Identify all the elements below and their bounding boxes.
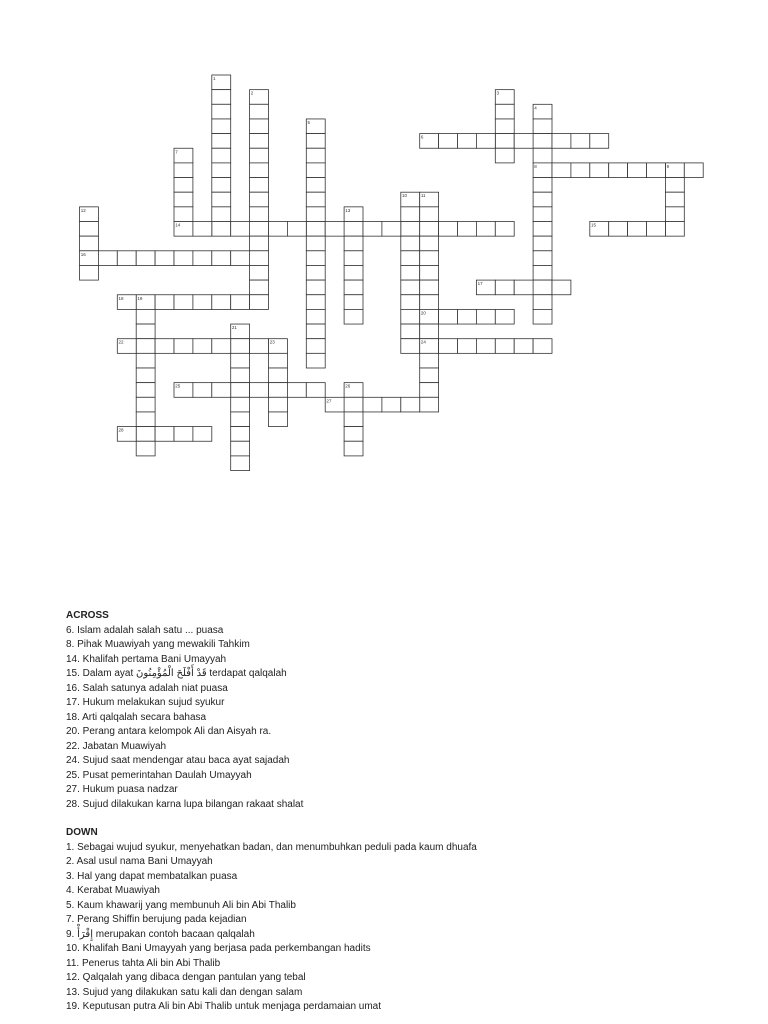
grid-cell[interactable]	[212, 119, 231, 134]
grid-cell[interactable]	[306, 207, 325, 222]
down-clue: 3. Hal yang dapat membatalkan puasa	[66, 870, 238, 882]
grid-cell[interactable]	[401, 309, 420, 324]
grid-cell[interactable]	[458, 339, 477, 354]
grid-cell[interactable]	[269, 397, 288, 412]
grid-cell[interactable]	[306, 324, 325, 339]
grid-cell[interactable]	[533, 265, 552, 280]
clue-number: 4	[534, 105, 537, 111]
grid-cell[interactable]	[231, 222, 250, 237]
grid-cell[interactable]	[306, 163, 325, 178]
grid-cell[interactable]	[193, 427, 212, 442]
grid-cell[interactable]	[231, 397, 250, 412]
grid-cell[interactable]	[80, 265, 99, 280]
grid-cell[interactable]	[250, 222, 269, 237]
grid-cell[interactable]	[212, 207, 231, 222]
clue-number: 17	[477, 281, 483, 287]
grid-cell[interactable]	[306, 134, 325, 149]
grid-cell[interactable]	[174, 251, 193, 266]
across-clue: 20. Perang antara kelompok Ali dan Aisyah ra.	[66, 726, 272, 737]
grid-cell[interactable]	[250, 192, 269, 207]
grid-cell[interactable]	[174, 163, 193, 178]
grid-cell[interactable]	[590, 163, 609, 178]
grid-cell[interactable]	[420, 222, 439, 237]
down-clue: 10. Khalifah Bani Umayyah yang berjasa pada perkembangan hadits	[66, 943, 371, 954]
grid-cell[interactable]	[250, 163, 269, 178]
grid-cell[interactable]	[628, 222, 647, 237]
grid-cell[interactable]	[382, 397, 401, 412]
grid-cell[interactable]	[98, 251, 117, 266]
grid-cell[interactable]	[269, 383, 288, 398]
grid-cell[interactable]	[514, 339, 533, 354]
grid-cell[interactable]	[495, 134, 514, 149]
grid-cell[interactable]	[136, 368, 155, 383]
grid-cell[interactable]	[401, 397, 420, 412]
grid-cell[interactable]	[212, 295, 231, 310]
grid-cell[interactable]	[344, 412, 363, 427]
grid-cell[interactable]	[344, 222, 363, 237]
across-clue: 24. Sujud saat mendengar atau baca ayat sajadah	[66, 755, 290, 766]
grid-cell[interactable]	[306, 236, 325, 251]
grid-cell[interactable]	[325, 222, 344, 237]
grid-cell[interactable]	[212, 90, 231, 105]
grid-cell[interactable]	[420, 236, 439, 251]
grid-cell[interactable]	[344, 295, 363, 310]
grid-cell[interactable]	[231, 427, 250, 442]
grid-cell[interactable]	[212, 134, 231, 149]
clue-number: 5	[307, 119, 311, 125]
clue-number: 26	[345, 383, 351, 389]
grid-cell[interactable]	[533, 192, 552, 207]
grid-cell[interactable]	[439, 309, 458, 324]
grid-cell[interactable]	[458, 134, 477, 149]
clue-number: 25	[175, 383, 181, 389]
grid-cell[interactable]	[269, 412, 288, 427]
clue-number: 8	[534, 163, 537, 169]
grid-cell[interactable]	[628, 163, 647, 178]
grid-cell[interactable]	[533, 251, 552, 266]
grid-cell[interactable]	[439, 222, 458, 237]
grid-cell[interactable]	[212, 192, 231, 207]
grid-cell[interactable]	[306, 251, 325, 266]
clue-number: 15	[591, 222, 597, 228]
grid-cell[interactable]	[533, 134, 552, 149]
grid-cell[interactable]	[533, 178, 552, 193]
grid-cell[interactable]	[155, 339, 174, 354]
grid-cell[interactable]	[136, 324, 155, 339]
grid-cell[interactable]	[647, 222, 666, 237]
grid-cell[interactable]	[174, 339, 193, 354]
grid-cell[interactable]	[250, 207, 269, 222]
across-clue: 27. Hukum puasa nadzar	[66, 784, 178, 795]
grid-cell[interactable]	[420, 251, 439, 266]
across-clue: 28. Sujud dilakukan karna lupa bilangan rakaat shalat	[66, 798, 304, 810]
grid-cell[interactable]	[590, 134, 609, 149]
grid-cell[interactable]	[250, 265, 269, 280]
grid-cell[interactable]	[250, 134, 269, 149]
grid-cell[interactable]	[212, 104, 231, 119]
clue-number: 28	[118, 427, 124, 433]
grid-cell[interactable]	[136, 441, 155, 456]
grid-cell[interactable]	[231, 383, 250, 398]
grid-cell[interactable]	[231, 412, 250, 427]
grid-cell[interactable]	[363, 222, 382, 237]
grid-cell[interactable]	[269, 222, 288, 237]
grid-cell[interactable]	[212, 163, 231, 178]
across-clue: 16. Salah satunya adalah niat puasa	[66, 682, 228, 694]
grid-cell[interactable]	[363, 397, 382, 412]
clue-number: 1	[213, 76, 216, 81]
grid-cell[interactable]	[269, 353, 288, 368]
grid-cell[interactable]	[609, 163, 628, 178]
grid-cell[interactable]	[344, 427, 363, 442]
grid-cell[interactable]	[495, 222, 514, 237]
grid-cell[interactable]	[533, 309, 552, 324]
grid-cell[interactable]	[533, 207, 552, 222]
grid-cell[interactable]	[250, 280, 269, 295]
grid-cell[interactable]	[476, 339, 495, 354]
grid-cell[interactable]	[80, 236, 99, 251]
grid-cell[interactable]	[306, 192, 325, 207]
grid-cell[interactable]	[495, 309, 514, 324]
grid-cell[interactable]	[174, 192, 193, 207]
grid-cell[interactable]	[571, 134, 590, 149]
across-clue: 15. Dalam ayat قَدْ أَفْلَحَ الْمُؤْمِنُونَ terdapat qalqalah	[66, 668, 287, 679]
grid-cell[interactable]	[250, 148, 269, 163]
grid-cell[interactable]	[401, 265, 420, 280]
grid-cell[interactable]	[552, 163, 571, 178]
grid-cell[interactable]	[420, 368, 439, 383]
across-clue: 6. Islam adalah salah satu ... puasa	[66, 624, 224, 636]
crossword-grid	[0, 0, 768, 500]
grid-cell[interactable]	[250, 383, 269, 398]
across-clue: 25. Pusat pemerintahan Daulah Umayyah	[66, 769, 252, 781]
grid-cell[interactable]	[136, 309, 155, 324]
grid-cell[interactable]	[401, 236, 420, 251]
grid-cell[interactable]	[193, 339, 212, 354]
clue-number: 9	[666, 163, 670, 169]
grid-cell[interactable]	[609, 222, 628, 237]
grid-cell[interactable]	[212, 222, 231, 237]
grid-cell[interactable]	[80, 222, 99, 237]
grid-cell[interactable]	[136, 412, 155, 427]
grid-cell[interactable]	[420, 324, 439, 339]
clue-number: 16	[80, 251, 86, 257]
grid-cell[interactable]	[401, 324, 420, 339]
grid-cell[interactable]	[420, 280, 439, 295]
grid-cell[interactable]	[250, 251, 269, 266]
across-clue: 18. Arti qalqalah secara bahasa	[66, 711, 207, 723]
grid-cell[interactable]	[495, 339, 514, 354]
across-clue: 8. Pihak Muawiyah yang mewakili Tahkim	[66, 639, 250, 650]
grid-cell[interactable]	[287, 383, 306, 398]
clue-number: 7	[175, 149, 178, 155]
clue-number: 24	[420, 339, 426, 345]
clue-number: 2	[250, 90, 254, 96]
grid-cell[interactable]	[401, 339, 420, 354]
grid-cell[interactable]	[665, 192, 684, 207]
grid-cell[interactable]	[495, 119, 514, 134]
clue-number: 14	[175, 222, 181, 228]
grid-cell[interactable]	[231, 295, 250, 310]
grid-cell[interactable]	[533, 119, 552, 134]
across-clues	[66, 609, 303, 812]
down-clue: 12. Qalqalah yang dibaca dengan pantulan yang tebal	[66, 972, 306, 983]
grid-cell[interactable]	[665, 207, 684, 222]
grid-cell[interactable]	[231, 353, 250, 368]
grid-cell[interactable]	[401, 280, 420, 295]
grid-cell[interactable]	[420, 397, 439, 412]
grid-cell[interactable]	[250, 178, 269, 193]
grid-cell[interactable]	[344, 397, 363, 412]
grid-cell[interactable]	[552, 280, 571, 295]
grid-cell[interactable]	[212, 339, 231, 354]
grid-cell[interactable]	[174, 427, 193, 442]
grid-cell[interactable]	[136, 251, 155, 266]
grid-cell[interactable]	[306, 222, 325, 237]
down-clue: 1. Sebagai wujud syukur, menyehatkan badan, dan menumbuhkan peduli pada kaum dhuafa	[66, 841, 477, 853]
grid-cell[interactable]	[533, 222, 552, 237]
grid-cell[interactable]	[476, 309, 495, 324]
grid-cell[interactable]	[231, 339, 250, 354]
grid-cell[interactable]	[193, 251, 212, 266]
across-heading: ACROSS	[66, 610, 109, 621]
grid-cell[interactable]	[495, 280, 514, 295]
grid-cell[interactable]	[458, 309, 477, 324]
grid-cell[interactable]	[571, 163, 590, 178]
clue-number: 6	[420, 134, 424, 140]
grid-cell[interactable]	[250, 295, 269, 310]
clue-number: 18	[118, 295, 124, 301]
grid-cell[interactable]	[212, 383, 231, 398]
clue-number: 12	[80, 207, 86, 213]
grid-cell[interactable]	[174, 178, 193, 193]
across-clue: 17. Hukum melakukan sujud syukur	[66, 697, 225, 708]
grid-cell[interactable]	[306, 383, 325, 398]
grid-cell[interactable]	[495, 104, 514, 119]
grid-cell[interactable]	[533, 339, 552, 354]
grid-cell[interactable]	[344, 236, 363, 251]
grid-cell[interactable]	[174, 295, 193, 310]
grid-cell[interactable]	[231, 441, 250, 456]
grid-cell[interactable]	[647, 163, 666, 178]
down-heading: DOWN	[66, 827, 98, 838]
grid-cell[interactable]	[250, 236, 269, 251]
clue-number: 19	[137, 295, 143, 301]
down-clue: 5. Kaum khawarij yang membunuh Ali bin Abi Thalib	[66, 899, 296, 911]
grid-cell[interactable]	[439, 134, 458, 149]
grid-cell[interactable]	[306, 309, 325, 324]
clue-number: 11	[420, 193, 426, 199]
grid-cell[interactable]	[136, 353, 155, 368]
grid-cell[interactable]	[155, 251, 174, 266]
grid-cell[interactable]	[306, 265, 325, 280]
grid-cell[interactable]	[269, 368, 288, 383]
grid-cell[interactable]	[514, 280, 533, 295]
grid-cell[interactable]	[250, 119, 269, 134]
grid-cell[interactable]	[306, 148, 325, 163]
grid-cell[interactable]	[306, 339, 325, 354]
grid-cell[interactable]	[420, 207, 439, 222]
grid-cell[interactable]	[306, 280, 325, 295]
grid-cell[interactable]	[344, 309, 363, 324]
grid-cell[interactable]	[174, 207, 193, 222]
grid-cell[interactable]	[439, 339, 458, 354]
grid-cell[interactable]	[136, 397, 155, 412]
grid-cell[interactable]	[401, 295, 420, 310]
grid-cell[interactable]	[212, 251, 231, 266]
down-clue: 4. Kerabat Muawiyah	[66, 885, 160, 896]
grid-cell[interactable]	[401, 251, 420, 266]
grid-cell[interactable]	[193, 295, 212, 310]
grid-cell[interactable]	[136, 427, 155, 442]
grid-cell[interactable]	[250, 104, 269, 119]
down-clues	[66, 826, 477, 1015]
down-clue: 2. Asal usul nama Bani Umayyah	[66, 856, 213, 867]
grid-cell[interactable]	[420, 353, 439, 368]
clue-number: 13	[345, 207, 351, 213]
down-clue: 13. Sujud yang dilakukan satu kali dan dengan salam	[66, 986, 303, 998]
clue-number: 20	[420, 310, 426, 316]
grid-cell[interactable]	[231, 251, 250, 266]
across-clue: 14. Khalifah pertama Bani Umayyah	[66, 653, 227, 665]
grid-cell[interactable]	[533, 236, 552, 251]
grid-cell[interactable]	[306, 178, 325, 193]
clue-number: 27	[326, 398, 332, 404]
grid-cell[interactable]	[533, 280, 552, 295]
grid-cell[interactable]	[155, 427, 174, 442]
grid-cell[interactable]	[136, 383, 155, 398]
grid-cell[interactable]	[287, 222, 306, 237]
grid-cell[interactable]	[476, 134, 495, 149]
grid-cell[interactable]	[514, 134, 533, 149]
grid-cell[interactable]	[117, 251, 136, 266]
grid-cell[interactable]	[401, 222, 420, 237]
clue-number: 10	[402, 193, 408, 199]
grid-cell[interactable]	[420, 383, 439, 398]
grid-cell[interactable]	[212, 178, 231, 193]
grid-cell[interactable]	[344, 251, 363, 266]
grid-cell[interactable]	[193, 383, 212, 398]
grid-cell[interactable]	[193, 222, 212, 237]
across-clue: 22. Jabatan Muawiyah	[66, 740, 167, 752]
grid-cell[interactable]	[401, 207, 420, 222]
grid-cell[interactable]	[344, 280, 363, 295]
grid-cell[interactable]	[212, 148, 231, 163]
grid-cell[interactable]	[476, 222, 495, 237]
grid-cell[interactable]	[684, 163, 703, 178]
down-clue: 19. Keputusan putra Ali bin Abi Thalib untuk menjaga perdamaian umat	[66, 1001, 382, 1012]
grid-cell[interactable]	[344, 441, 363, 456]
down-clue: 11. Penerus tahta Ali bin Abi Thalib	[66, 957, 221, 969]
grid-cell[interactable]	[458, 222, 477, 237]
grid-cell[interactable]	[136, 339, 155, 354]
grid-cell[interactable]	[420, 295, 439, 310]
clue-number: 3	[496, 90, 500, 96]
grid-cell[interactable]	[344, 265, 363, 280]
down-clue: 7. Perang Shiffin berujung pada kejadian	[66, 914, 247, 925]
grid-cell[interactable]	[306, 353, 325, 368]
grid-cell[interactable]	[665, 222, 684, 237]
grid-cell[interactable]	[552, 134, 571, 149]
grid-cell[interactable]	[533, 295, 552, 310]
grid-cell[interactable]	[231, 456, 250, 471]
grid-cell[interactable]	[231, 368, 250, 383]
grid-cell[interactable]	[665, 178, 684, 193]
down-clue: 9. إِقْرَأْ merupakan contoh bacaan qalqalah	[66, 928, 255, 940]
grid-cell[interactable]	[382, 222, 401, 237]
clue-number: 21	[231, 325, 237, 331]
clue-number: 23	[269, 339, 275, 345]
clue-number: 22	[118, 339, 124, 345]
grid-cell[interactable]	[250, 339, 269, 354]
grid-cell[interactable]	[306, 295, 325, 310]
grid-cell[interactable]	[155, 295, 174, 310]
grid-cell[interactable]	[533, 148, 552, 163]
grid-cell[interactable]	[495, 148, 514, 163]
grid-cell[interactable]	[420, 265, 439, 280]
